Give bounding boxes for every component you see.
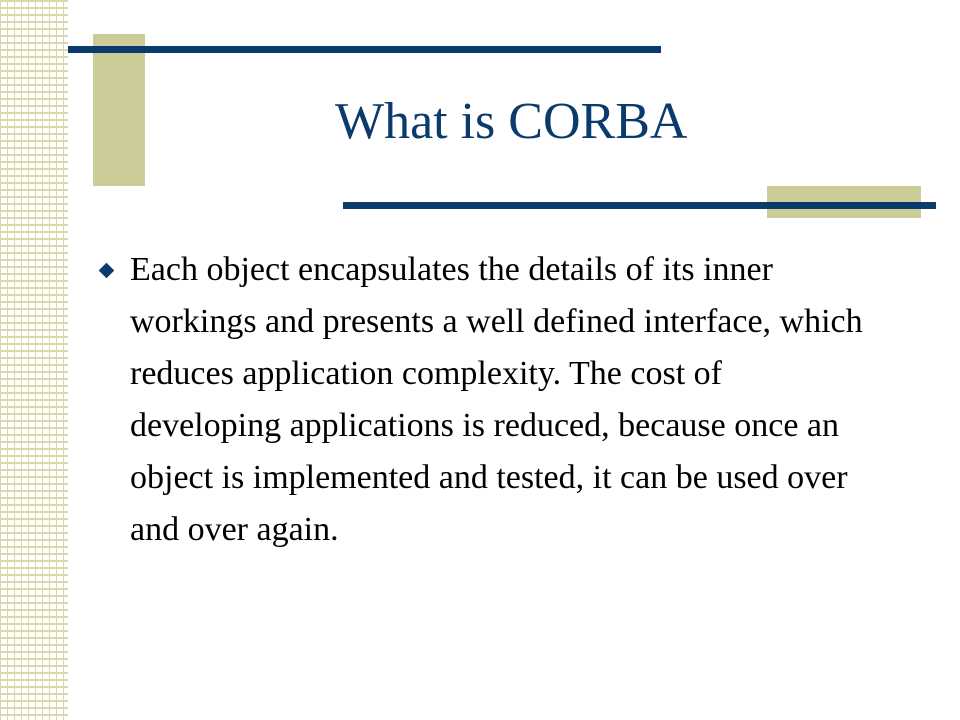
title-accent-block-top — [93, 34, 145, 186]
title-rule-top — [68, 46, 661, 53]
bullet-item — [100, 244, 880, 556]
bullet-text: Each object encapsulates the details of its inner workings and presents a well defined interface, which reduces application complexity. The cost of developing applications is reduced, because once an object is implemented and tested, it can be used over and over again. — [130, 251, 863, 548]
slide-content — [100, 244, 880, 556]
slide-title: What is CORBA — [335, 93, 688, 150]
decorative-stripe-panel — [0, 0, 68, 720]
diamond-bullet-icon — [99, 263, 115, 279]
title-rule-bottom — [343, 202, 936, 209]
